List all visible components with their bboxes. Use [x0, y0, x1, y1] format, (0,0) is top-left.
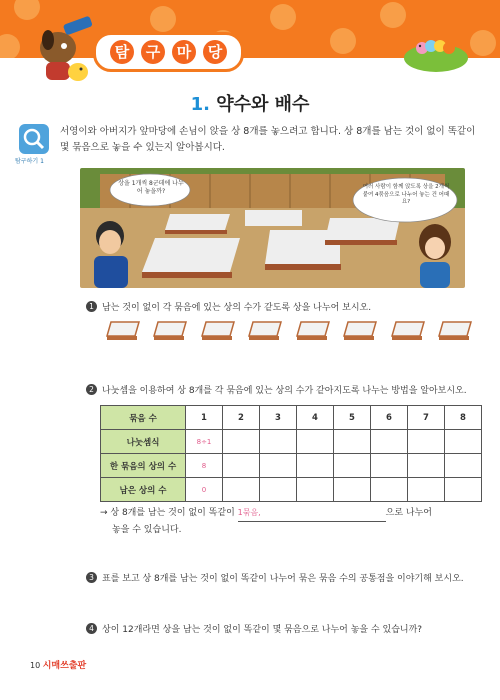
table-cell: 6	[371, 406, 408, 430]
row-header: 나눗셈식	[101, 430, 186, 454]
table-row-illustration	[105, 320, 475, 350]
caterpillar-illustration	[400, 32, 470, 74]
section-title-badge	[93, 32, 244, 72]
conclusion-line-2: 놓을 수 있습니다.	[112, 525, 182, 535]
intro-text: 서영이와 아버지가 앞마당에 손님이 앉을 상 8개를 놓으려고 합니다. 상 8개를 남는 것이 없이 똑같이 몇 묶음으로 놓을 수 있는지 알아봅시다.	[60, 126, 476, 153]
table-cell: 3	[260, 406, 297, 430]
yard-illustration	[80, 168, 465, 288]
answer-cell[interactable]	[260, 478, 297, 502]
answer-cell[interactable]	[334, 454, 371, 478]
answer-cell[interactable]	[297, 430, 334, 454]
question-4	[86, 622, 422, 635]
answer-cell[interactable]	[334, 430, 371, 454]
answer-cell[interactable]	[334, 478, 371, 502]
question-1	[86, 300, 371, 313]
conclusion-prefix: → 상 8개를 남는 것이 없이 똑같이	[100, 508, 235, 518]
answer-cell[interactable]	[223, 454, 260, 478]
small-table-icon	[152, 320, 190, 342]
dog-mascot-illustration	[26, 6, 96, 86]
page-footer	[30, 658, 86, 671]
conclusion-sentence	[100, 505, 490, 538]
answer-cell[interactable]	[260, 430, 297, 454]
answer-cell[interactable]	[445, 454, 482, 478]
question-2-text: 나눗셈을 이용하여 상 8개를 각 묶음에 있는 상의 수가 같아지도록 나누는 방법을 알아보시오.	[102, 386, 467, 396]
question-4-text: 상이 12개라면 상을 남는 것이 없이 똑같이 몇 묶음으로 나누어 놓을 수 있습니까?	[102, 625, 423, 635]
page-number: 10	[30, 661, 41, 670]
question-number: 2	[86, 384, 97, 395]
answer-cell[interactable]	[371, 430, 408, 454]
answer-cell[interactable]	[445, 430, 482, 454]
answer-cell[interactable]	[260, 454, 297, 478]
table-row	[101, 454, 482, 478]
answer-cell[interactable]	[297, 478, 334, 502]
row-header: 남은 상의 수	[101, 478, 186, 502]
table-row	[101, 478, 482, 502]
badge-char: 구	[141, 40, 165, 64]
question-1-text: 남는 것이 없이 각 묶음에 있는 상의 수가 같도록 상을 나누어 보시오.	[102, 303, 372, 313]
conclusion-suffix: 으로 나누어	[385, 508, 432, 518]
badge-char: 마	[172, 40, 196, 64]
table-cell: 1	[186, 406, 223, 430]
answer-cell[interactable]	[297, 454, 334, 478]
answer-cell[interactable]	[371, 478, 408, 502]
answer-cell[interactable]	[408, 454, 445, 478]
handwritten-answer[interactable]: 8	[186, 454, 223, 478]
answer-cell[interactable]	[371, 454, 408, 478]
question-number: 4	[86, 623, 97, 634]
table-row	[101, 430, 482, 454]
answer-cell[interactable]	[408, 430, 445, 454]
table-cell: 7	[408, 406, 445, 430]
chapter-title	[0, 90, 500, 116]
small-table-icon	[342, 320, 380, 342]
question-3-text: 표를 보고 상 8개를 남는 것이 없이 똑같이 나누어 묶은 묶음 수의 공통점을 이야기해 보시오.	[102, 574, 464, 584]
speech-bubble-girl: 여러 사람이 함께 앉도록 상을 2개씩 붙여 4묶음으로 나누어 놓는 건 어때요?	[362, 184, 450, 205]
speech-bubble-father: 상을 1개씩 8군데에 나누어 놓을까?	[118, 180, 184, 195]
row-header: 묶음 수	[101, 406, 186, 430]
division-table	[100, 405, 482, 502]
small-table-icon	[247, 320, 285, 342]
publisher-logo: 시매쓰출판	[42, 661, 87, 671]
badge-char: 탐	[110, 40, 134, 64]
explore-label: 탐구하기 1	[15, 158, 44, 165]
question-3	[86, 571, 464, 584]
small-table-icon	[437, 320, 475, 342]
small-table-icon	[390, 320, 428, 342]
badge-char: 당	[203, 40, 227, 64]
handwritten-answer[interactable]: 0	[186, 478, 223, 502]
answer-cell[interactable]	[408, 478, 445, 502]
table-cell: 4	[297, 406, 334, 430]
small-table-icon	[295, 320, 333, 342]
chapter-title-text: 약수와 배수	[216, 94, 310, 115]
conclusion-answer-blank[interactable]: 1묶음,	[238, 505, 386, 522]
table-cell: 8	[445, 406, 482, 430]
answer-cell[interactable]	[223, 478, 260, 502]
table-row	[101, 406, 482, 430]
answer-cell[interactable]	[445, 478, 482, 502]
magnifier-icon	[19, 124, 49, 154]
row-header: 한 묶음의 상의 수	[101, 454, 186, 478]
small-table-icon	[200, 320, 238, 342]
table-cell: 2	[223, 406, 260, 430]
handwritten-answer[interactable]: 8÷1	[186, 430, 223, 454]
small-table-icon	[105, 320, 143, 342]
chapter-number: 1.	[190, 94, 210, 115]
question-number: 1	[86, 301, 97, 312]
question-2	[86, 383, 467, 396]
question-number: 3	[86, 572, 97, 583]
answer-cell[interactable]	[223, 430, 260, 454]
table-cell: 5	[334, 406, 371, 430]
